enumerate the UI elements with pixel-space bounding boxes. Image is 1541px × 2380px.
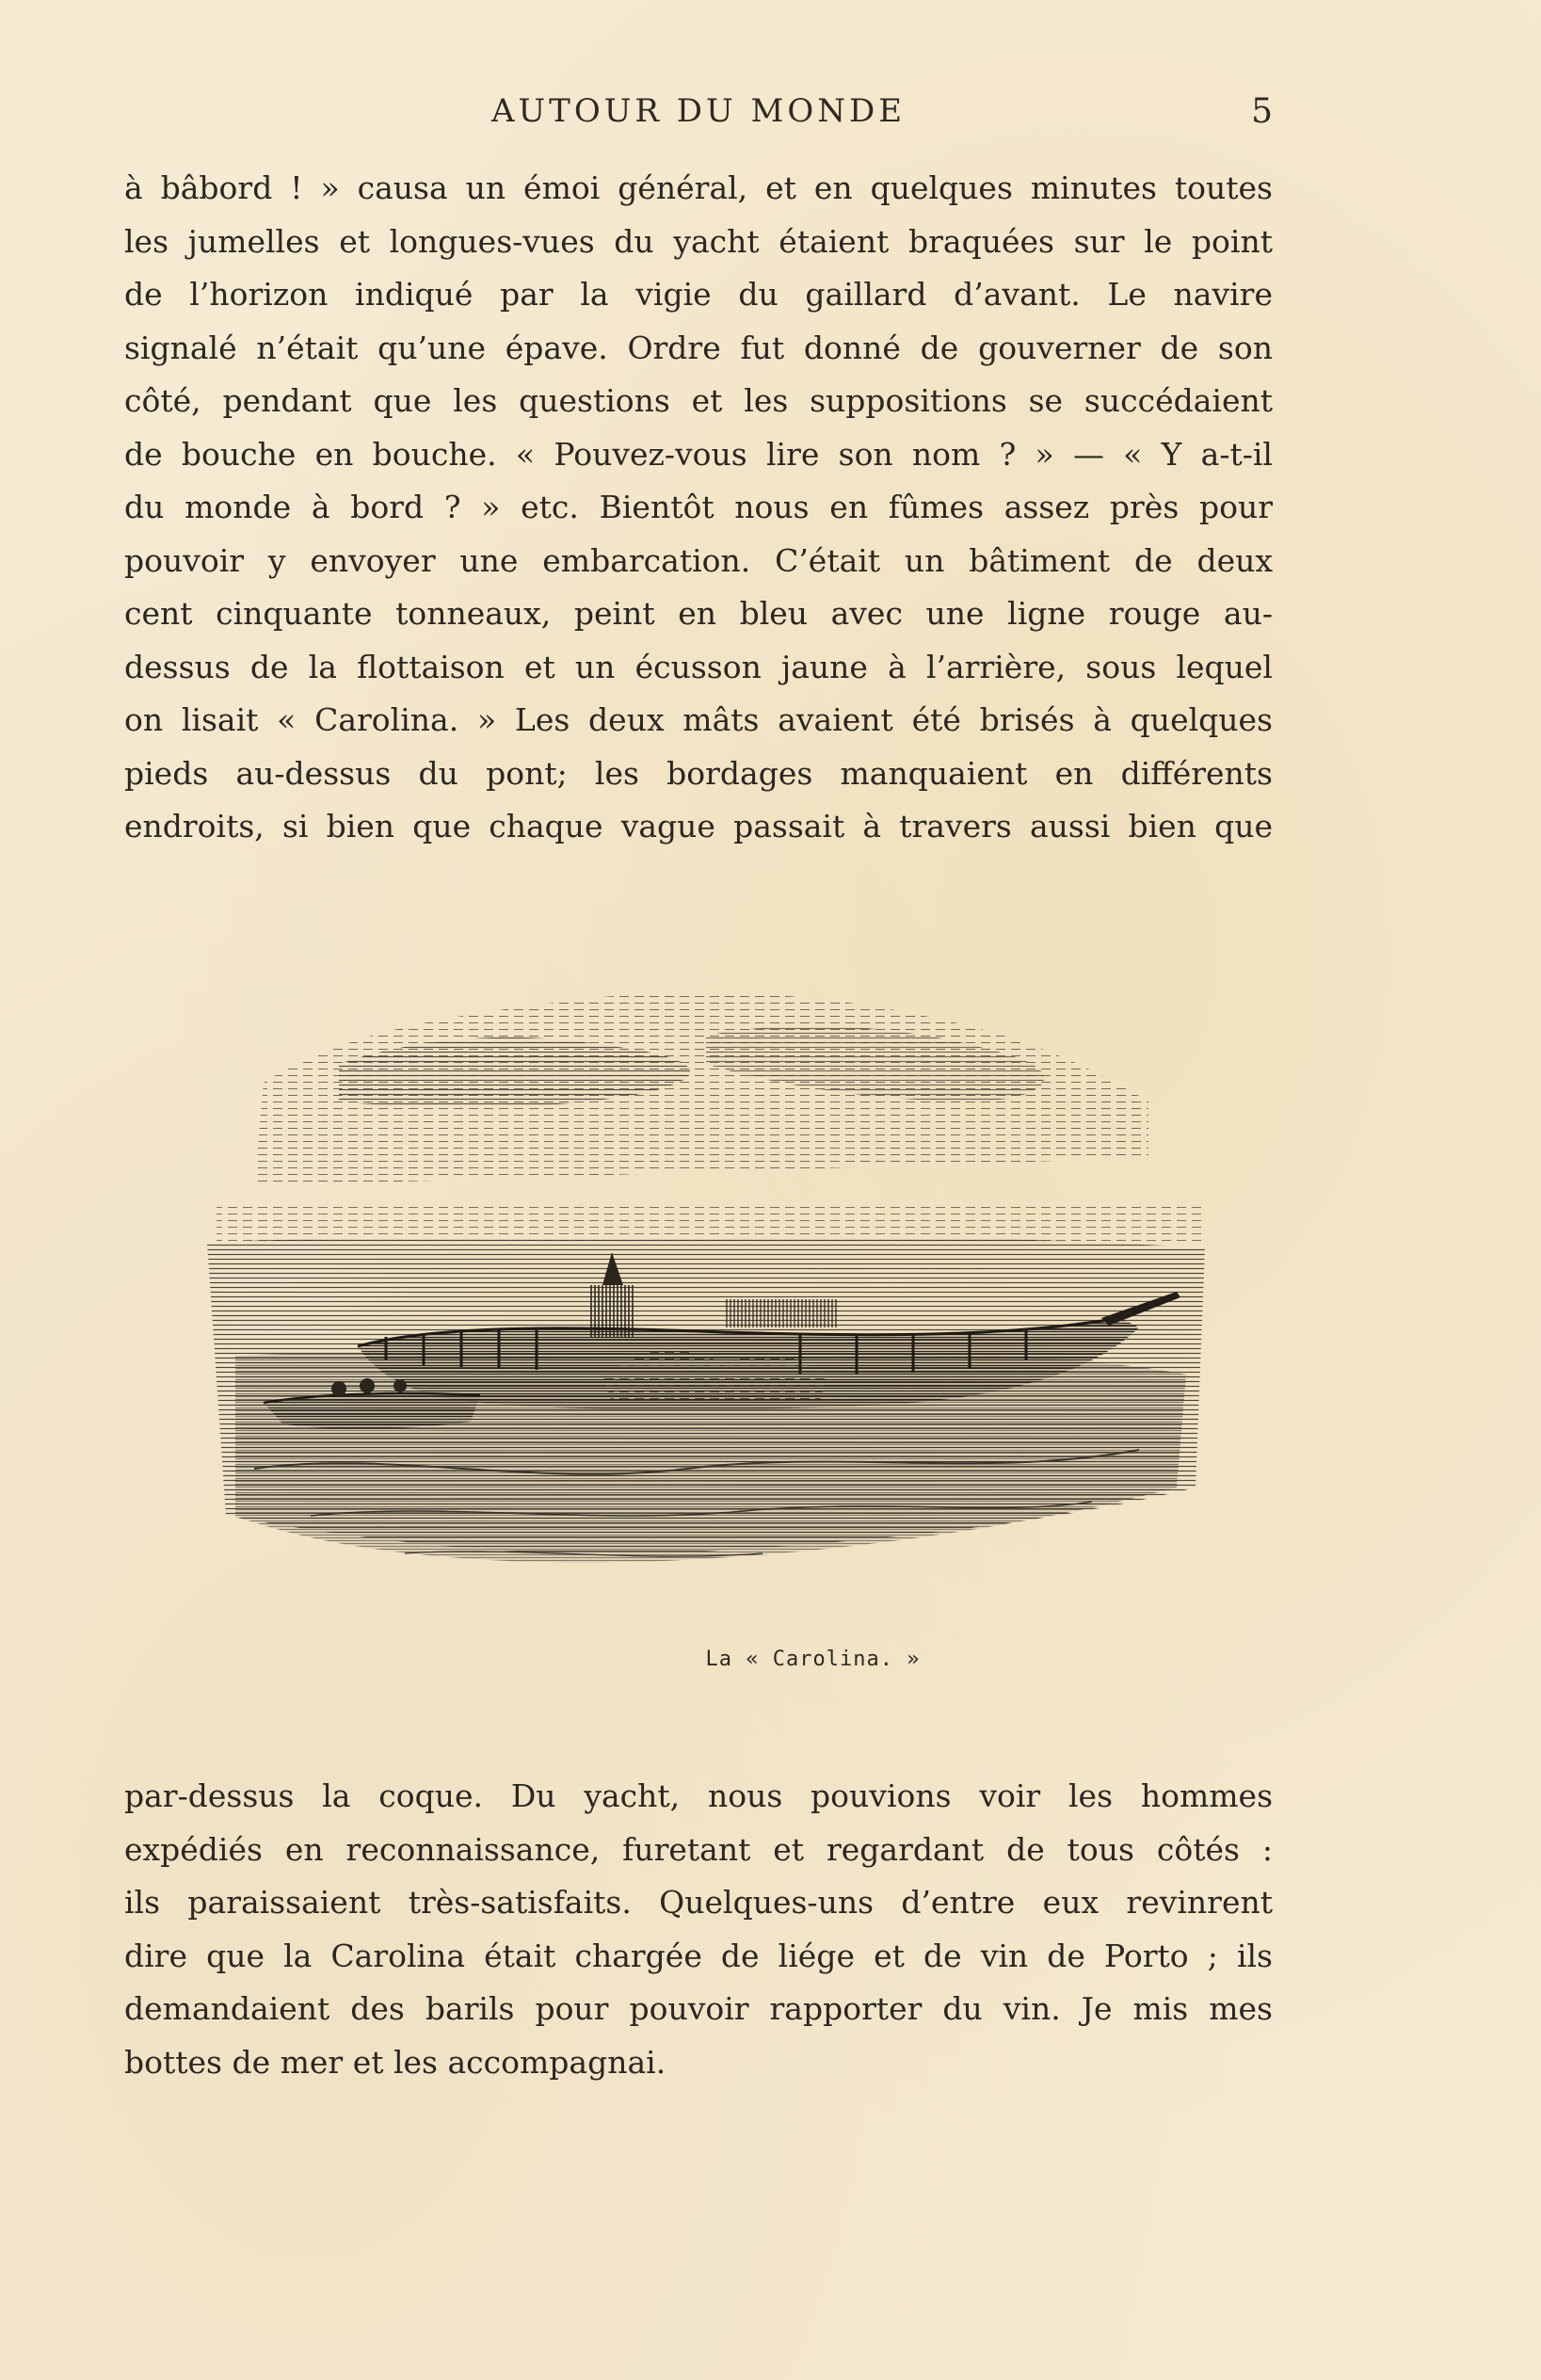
text-line: de l’horizon indiqué par la vigie du gaillard d’avant. Le navire: [124, 276, 1273, 313]
text-line: de bouche en bouche. « Pouvez-vous lire son nom ? » — « Y a-t-il: [124, 435, 1273, 473]
text-line: on lisait « Carolina. » Les deux mâts avaient été brisés à quelques: [124, 701, 1273, 738]
text-line: du monde à bord ? » etc. Bientôt nous en fûmes assez près pour: [124, 489, 1273, 525]
text-line: pouvoir y envoyer une embarcation. C’était un bâtiment de deux: [124, 541, 1273, 579]
text-line: bottes de mer et les accompagnai.: [124, 2043, 666, 2081]
running-title: AUTOUR DU MONDE: [490, 92, 907, 130]
text-line: côté, pendant que les questions et les suppositions se succédaient: [124, 382, 1273, 419]
text-line: pieds au-dessus du pont; les bordages manquaient en différents: [124, 754, 1273, 792]
engraving-illustration: [198, 960, 1214, 1638]
text-line: les jumelles et longues-vues du yacht étaient braquées sur le point: [124, 222, 1273, 260]
page-number: 5: [1251, 92, 1273, 131]
paragraph-2: [124, 1770, 1273, 2089]
text-line: à bâbord ! » causa un émoi général, et en quelques minutes toutes: [124, 169, 1273, 206]
text-line: expédiés en reconnaissance, furetant et regardant de tous côtés :: [124, 1830, 1273, 1868]
text-line: par-dessus la coque. Du yacht, nous pouvions voir les hommes: [124, 1777, 1273, 1814]
text-line: ils paraissaient très-satisfaits. Quelques-uns d’entre eux revinrent: [124, 1884, 1273, 1921]
figure-caption: [0, 1648, 1541, 1671]
running-head: [124, 92, 1273, 134]
text-line: signalé n’était qu’une épave. Ordre fut donné de gouverner de son: [124, 329, 1273, 366]
text-line: demandaient des barils pour pouvoir rapporter du vin. Je mis mes: [124, 1990, 1273, 2027]
text-line: endroits, si bien que chaque vague passait à travers aussi bien que: [124, 808, 1273, 844]
text-line: cent cinquante tonneaux, peint en bleu avec une ligne rouge au-: [124, 595, 1273, 632]
paragraph-1: [124, 162, 1273, 854]
caption-text: La « Carolina. »: [705, 1648, 921, 1671]
text-line: dessus de la flottaison et un écusson jaune à l’arrière, sous lequel: [124, 648, 1273, 685]
text-line: dire que la Carolina était chargée de liége et de vin de Porto ; ils: [124, 1937, 1273, 1974]
